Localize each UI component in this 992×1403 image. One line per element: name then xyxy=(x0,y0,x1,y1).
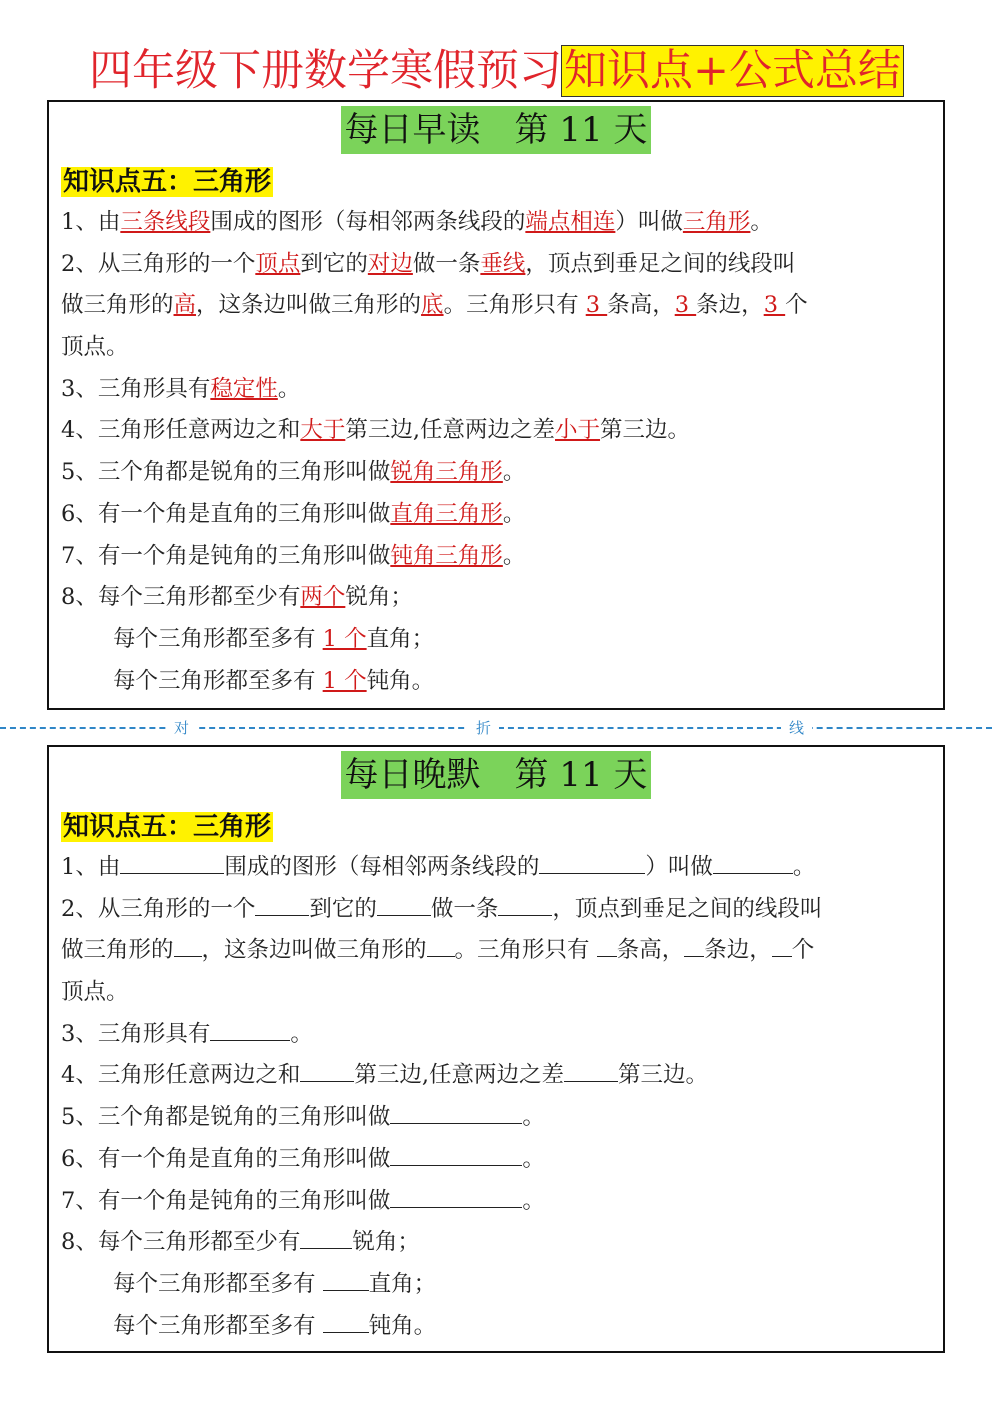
text-segment: 7、有一个角是钝角的三角形叫做 xyxy=(61,542,391,569)
text-segment: 做三角形的 xyxy=(61,292,174,319)
text-segment: 1、由 xyxy=(61,854,121,880)
text-segment: 。 xyxy=(792,854,816,880)
answer: 钝角三角形 xyxy=(390,542,503,569)
morning-line-11 xyxy=(61,619,929,661)
evening-line-11 xyxy=(61,1264,929,1306)
evening-line-5 xyxy=(61,1014,929,1056)
text-segment: 7、有一个角是钝角的三角形叫做 xyxy=(61,1187,391,1214)
fill-blank[interactable] xyxy=(120,853,224,874)
text-segment: 锐角； xyxy=(345,584,413,611)
text-segment: 每个三角形都至多有 xyxy=(113,625,323,652)
answer: 底 xyxy=(421,292,444,319)
text-segment: 做一条 xyxy=(412,250,481,277)
text-segment: 。三角形只有 xyxy=(443,292,586,319)
fill-blank[interactable] xyxy=(498,895,552,916)
morning-line-1 xyxy=(61,202,929,244)
answer: 大于 xyxy=(300,417,346,444)
text-segment: 6、有一个角是直角的三角形叫做 xyxy=(61,1145,391,1172)
fill-blank[interactable] xyxy=(390,1145,522,1166)
text-segment: 2、从三角形的一个 xyxy=(61,895,256,922)
text-segment: 。 xyxy=(502,459,526,486)
answer: 3 xyxy=(585,292,608,319)
morning-lines xyxy=(61,202,929,702)
evening-line-12 xyxy=(61,1306,929,1348)
text-segment: 锐角； xyxy=(352,1229,420,1256)
text-segment: 第三边,任意两边之差 xyxy=(354,1062,564,1089)
knowledge-point-title: 知识点五：三角形 xyxy=(63,812,272,842)
morning-heading: 每日早读 第 11 天 xyxy=(49,106,943,156)
morning-line-3 xyxy=(61,285,929,327)
title-highlight: 知识点+公式总结 xyxy=(563,46,902,96)
morning-line-9 xyxy=(61,536,929,578)
text-segment: 1、由 xyxy=(61,209,121,235)
page-title xyxy=(0,42,992,100)
evening-heading: 每日晚默 第 11 天 xyxy=(49,751,943,801)
morning-line-12 xyxy=(61,661,929,703)
answer: 直角三角形 xyxy=(390,500,503,527)
text-segment: 4、三角形任意两边之和 xyxy=(61,1062,301,1089)
text-segment: 。 xyxy=(750,209,773,235)
text-segment: 围成的图形（每相邻两条线段的 xyxy=(224,854,540,880)
answer: 对边 xyxy=(367,250,413,277)
evening-dictation-card xyxy=(47,745,945,1353)
fill-blank[interactable] xyxy=(539,853,645,874)
text-segment: 每个三角形都至多有 xyxy=(113,1312,323,1339)
text-segment: 5、三个角都是锐角的三角形叫做 xyxy=(61,1104,391,1131)
text-segment: ，这条边叫做三角形的 xyxy=(196,292,422,319)
fold-label: 折 xyxy=(468,718,499,738)
text-segment: 做一条 xyxy=(430,895,499,922)
fill-blank[interactable] xyxy=(390,1187,522,1208)
text-segment: 4、三角形任意两边之和 xyxy=(61,417,301,444)
text-segment: 每个三角形都至多有 xyxy=(113,667,323,694)
text-segment: 2、从三角形的一个 xyxy=(61,250,256,277)
answer: 三条线段 xyxy=(120,209,211,235)
evening-line-10 xyxy=(61,1222,929,1264)
fill-blank[interactable] xyxy=(210,1020,290,1041)
text-segment: 直角； xyxy=(366,625,435,652)
text-segment: 6、有一个角是直角的三角形叫做 xyxy=(61,500,391,527)
fill-blank[interactable] xyxy=(427,936,455,957)
fold-label: 线 xyxy=(781,718,812,738)
text-segment: 第三边。 xyxy=(617,1062,708,1089)
text-segment: 。 xyxy=(502,500,526,527)
text-segment: 条边， xyxy=(696,292,764,319)
text-segment: ）叫做 xyxy=(615,209,683,235)
text-segment: 。 xyxy=(502,542,526,569)
text-segment: ，这条边叫做三角形的 xyxy=(201,937,427,964)
answer: 垂线 xyxy=(480,250,526,277)
text-segment: 8、每个三角形都至少有 xyxy=(61,584,301,611)
text-segment: 做三角形的 xyxy=(61,937,174,964)
fill-blank[interactable] xyxy=(323,1312,369,1333)
answer: 3 xyxy=(674,292,697,319)
text-segment: 个 xyxy=(791,937,815,964)
text-segment: 条高， xyxy=(616,937,685,964)
fold-line xyxy=(0,718,992,740)
answer: 顶点 xyxy=(255,250,301,277)
answer: 三角形 xyxy=(682,209,751,235)
fill-blank[interactable] xyxy=(772,936,792,957)
text-segment: 到它的 xyxy=(300,250,368,277)
answer: 1 个 xyxy=(322,625,367,652)
answer: 1 个 xyxy=(322,667,367,694)
morning-line-8 xyxy=(61,494,929,536)
text-segment: 。三角形只有 xyxy=(454,937,597,964)
evening-line-9 xyxy=(61,1181,929,1223)
evening-line-2 xyxy=(61,889,929,931)
text-segment: 。 xyxy=(522,1145,545,1172)
answer: 3 xyxy=(763,292,786,319)
evening-line-6 xyxy=(61,1055,929,1097)
text-segment: 3、三角形具有 xyxy=(61,375,211,402)
morning-line-6 xyxy=(61,410,929,452)
answer: 锐角三角形 xyxy=(390,459,503,486)
text-segment: ）叫做 xyxy=(645,854,713,880)
evening-line-4: 顶点。 xyxy=(61,979,129,1006)
evening-line-3 xyxy=(61,930,929,972)
text-segment: 。 xyxy=(290,1020,313,1047)
text-segment: 。 xyxy=(522,1104,545,1131)
fill-blank[interactable] xyxy=(377,895,431,916)
text-segment: 条高， xyxy=(607,292,675,319)
fill-blank[interactable] xyxy=(300,1228,352,1249)
text-segment: 直角； xyxy=(368,1270,437,1297)
text-segment: 个 xyxy=(785,292,808,319)
fill-blank[interactable] xyxy=(323,1270,369,1291)
evening-line-1 xyxy=(61,847,929,889)
answer: 小于 xyxy=(555,417,601,444)
fill-blank[interactable] xyxy=(684,936,704,957)
morning-reading-card xyxy=(47,100,945,710)
fold-label: 对 xyxy=(166,718,197,738)
text-segment: 围成的图形（每相邻两条线段的 xyxy=(210,209,526,235)
text-segment: 每个三角形都至多有 xyxy=(113,1270,323,1297)
text-segment: 。 xyxy=(277,375,301,402)
answer: 稳定性 xyxy=(210,375,278,402)
text-segment: 第三边。 xyxy=(600,417,691,444)
text-segment: 5、三个角都是锐角的三角形叫做 xyxy=(61,459,391,486)
evening-lines xyxy=(61,847,929,1347)
answer: 两个 xyxy=(300,584,346,611)
fill-blank[interactable] xyxy=(390,1103,522,1124)
text-segment: 钝角。 xyxy=(368,1312,437,1339)
text-segment: 到它的 xyxy=(309,895,377,922)
text-segment: 。 xyxy=(522,1187,545,1214)
fill-blank[interactable] xyxy=(174,936,202,957)
fill-blank[interactable] xyxy=(713,853,793,874)
evening-line-8 xyxy=(61,1139,929,1181)
text-segment: 第三边,任意两边之差 xyxy=(345,417,555,444)
text-segment: 8、每个三角形都至少有 xyxy=(61,1229,301,1256)
text-segment: 3、三角形具有 xyxy=(61,1020,211,1047)
fill-blank[interactable] xyxy=(300,1061,354,1082)
text-segment: 钝角。 xyxy=(366,667,435,694)
text-segment: ，顶点到垂足之间的线段叫 xyxy=(552,895,823,922)
fill-blank[interactable] xyxy=(597,936,617,957)
morning-line-5 xyxy=(61,369,929,411)
text-segment: 条边， xyxy=(704,937,772,964)
text-segment: ，顶点到垂足之间的线段叫 xyxy=(525,250,796,277)
morning-line-2 xyxy=(61,244,929,286)
morning-line-4: 顶点。 xyxy=(61,334,129,361)
evening-line-7 xyxy=(61,1097,929,1139)
answer: 端点相连 xyxy=(525,209,616,235)
morning-line-7 xyxy=(61,452,929,494)
fill-blank[interactable] xyxy=(564,1061,618,1082)
knowledge-point-title: 知识点五：三角形 xyxy=(63,167,272,197)
fill-blank[interactable] xyxy=(255,895,309,916)
answer: 高 xyxy=(173,292,197,319)
title-main: 四年级下册数学寒假预习 xyxy=(88,46,562,96)
morning-line-10 xyxy=(61,577,929,619)
